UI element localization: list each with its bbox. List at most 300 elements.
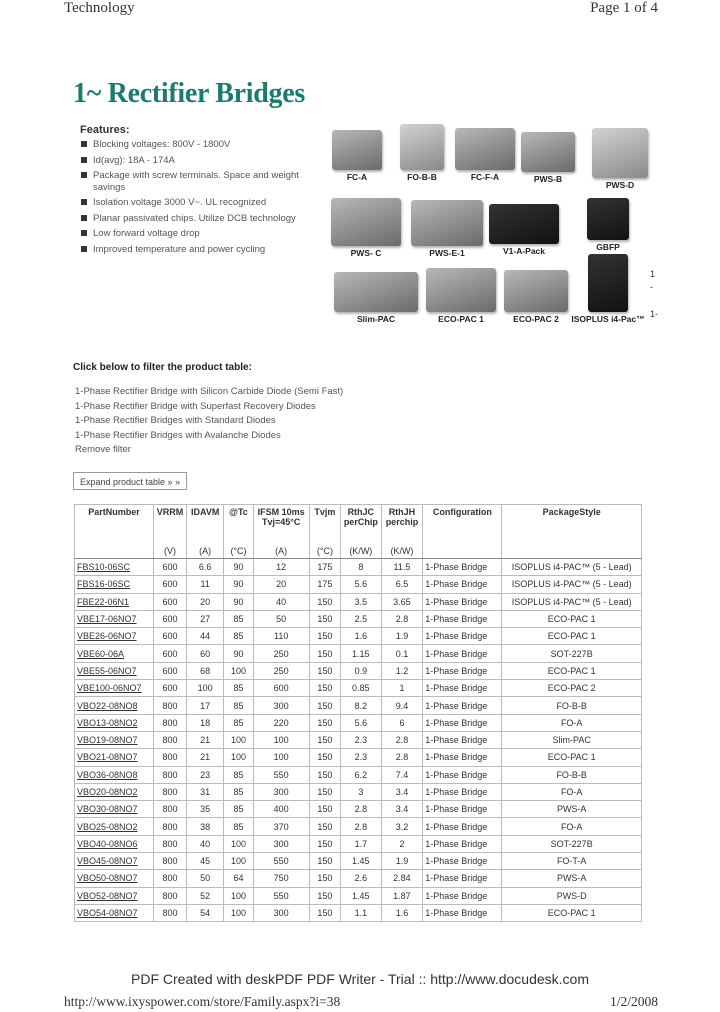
col-header: IDAVM xyxy=(186,505,223,546)
part-number-cell xyxy=(75,749,154,766)
table-cell: ISOPLUS i4-PAC™ (5 - Lead) xyxy=(502,576,642,593)
features-list xyxy=(80,139,315,259)
table-cell: 150 xyxy=(309,645,340,662)
part-number-link[interactable]: FBE22-06N1 xyxy=(77,596,130,607)
table-cell: 1.7 xyxy=(341,835,382,852)
table-cell: 2.84 xyxy=(381,870,423,887)
table-cell: 85 xyxy=(224,766,253,783)
table-row xyxy=(75,697,642,714)
table-cell: 85 xyxy=(224,783,253,800)
remove-filter-link[interactable]: Remove filter xyxy=(75,444,131,455)
table-cell: 1-Phase Bridge xyxy=(423,783,502,800)
unit-cell: (V) xyxy=(154,545,187,559)
table-cell: 600 xyxy=(154,610,187,627)
package-v1-a-pack xyxy=(486,204,562,256)
table-cell: FO-T-A xyxy=(502,853,642,870)
table-cell: 1-Phase Bridge xyxy=(423,576,502,593)
table-row xyxy=(75,610,642,627)
unit-cell xyxy=(502,545,642,559)
package-label: ISOPLUS i4-Pac™ xyxy=(571,314,645,324)
package-image xyxy=(504,270,568,312)
table-cell: 6.2 xyxy=(341,766,382,783)
part-number-link[interactable]: VBO40-08NO6 xyxy=(77,838,138,849)
table-cell: 3.65 xyxy=(381,593,423,610)
page-title: 1~ Rectifier Bridges xyxy=(73,78,305,109)
table-cell: 550 xyxy=(253,766,309,783)
table-cell: 1-Phase Bridge xyxy=(423,662,502,679)
part-number-link[interactable]: VBO36-08NO8 xyxy=(77,769,138,780)
feature-item: Id(avg): 18A - 174A xyxy=(80,155,315,167)
table-cell: 38 xyxy=(186,818,223,835)
table-cell: 600 xyxy=(253,680,309,697)
table-cell: 110 xyxy=(253,628,309,645)
table-cell: 5.6 xyxy=(341,714,382,731)
page-indicator: Page 1 of 4 xyxy=(590,0,658,16)
table-cell: ECO-PAC 2 xyxy=(502,680,642,697)
table-cell: 175 xyxy=(309,576,340,593)
table-cell: FO-A xyxy=(502,818,642,835)
table-row xyxy=(75,559,642,576)
table-cell: PWS-D xyxy=(502,887,642,904)
table-cell: ECO-PAC 1 xyxy=(502,628,642,645)
table-cell: 150 xyxy=(309,870,340,887)
table-cell: 550 xyxy=(253,887,309,904)
table-cell: 800 xyxy=(154,904,187,921)
package-image xyxy=(587,198,629,240)
part-number-link[interactable]: VBO54-08NO7 xyxy=(77,908,138,919)
col-header: PartNumber xyxy=(75,505,154,546)
feature-item: Improved temperature and power cycling xyxy=(80,244,315,256)
part-number-link[interactable]: VBO13-08NO2 xyxy=(77,717,138,728)
unit-cell: (°C) xyxy=(309,545,340,559)
table-cell: 600 xyxy=(154,559,187,576)
table-cell: 800 xyxy=(154,749,187,766)
table-cell: 800 xyxy=(154,853,187,870)
package-image xyxy=(400,124,444,170)
package-gbfp xyxy=(578,198,638,252)
table-cell: 1.6 xyxy=(341,628,382,645)
table-cell: 2.8 xyxy=(381,731,423,748)
package-label: PWS- C xyxy=(350,248,382,258)
table-cell: 90 xyxy=(224,593,253,610)
table-cell: 600 xyxy=(154,662,187,679)
table-cell: 1-Phase Bridge xyxy=(423,680,502,697)
table-cell: 150 xyxy=(309,887,340,904)
feature-item: Low forward voltage drop xyxy=(80,228,315,240)
table-cell: PWS-A xyxy=(502,801,642,818)
table-row xyxy=(75,904,642,921)
table-cell: 1.9 xyxy=(381,853,423,870)
part-number-cell xyxy=(75,766,154,783)
part-number-cell xyxy=(75,662,154,679)
table-cell: ECO-PAC 1 xyxy=(502,749,642,766)
table-cell: 2.8 xyxy=(381,610,423,627)
table-cell: 0.9 xyxy=(341,662,382,679)
part-number-link[interactable]: FBS16-06SC xyxy=(77,579,131,590)
table-cell: SOT-227B xyxy=(502,645,642,662)
table-cell: 800 xyxy=(154,801,187,818)
side-char: - xyxy=(650,282,653,292)
part-number-cell xyxy=(75,559,154,576)
package-label: FC-A xyxy=(346,172,368,182)
table-cell: 100 xyxy=(224,887,253,904)
table-cell: 100 xyxy=(253,731,309,748)
table-cell: 175 xyxy=(309,559,340,576)
table-cell: FO-B-B xyxy=(502,766,642,783)
table-cell: 54 xyxy=(186,904,223,921)
unit-cell: (A) xyxy=(186,545,223,559)
unit-cell: (°C) xyxy=(224,545,253,559)
table-cell: 2.3 xyxy=(341,749,382,766)
table-cell: 1-Phase Bridge xyxy=(423,870,502,887)
col-header: PackageStyle xyxy=(502,505,642,546)
table-row xyxy=(75,714,642,731)
table-cell: 1.87 xyxy=(381,887,423,904)
expand-table-button[interactable]: Expand product table » » xyxy=(73,472,187,490)
table-cell: 52 xyxy=(186,887,223,904)
table-cell: 20 xyxy=(253,576,309,593)
part-number-cell xyxy=(75,697,154,714)
table-cell: 5.6 xyxy=(341,576,382,593)
package-pws-d xyxy=(588,128,652,190)
table-cell: 85 xyxy=(224,628,253,645)
part-number-cell xyxy=(75,835,154,852)
table-cell: 0.85 xyxy=(341,680,382,697)
part-number-link[interactable]: VBO45-08NO7 xyxy=(77,856,138,867)
features-heading: Features: xyxy=(80,124,130,136)
unit-cell xyxy=(75,545,154,559)
table-cell: 300 xyxy=(253,783,309,800)
table-cell: 40 xyxy=(186,835,223,852)
package-label: FO-B-B xyxy=(407,172,437,182)
table-cell: 85 xyxy=(224,818,253,835)
table-cell: 150 xyxy=(309,662,340,679)
table-row xyxy=(75,801,642,818)
package-image xyxy=(331,198,401,246)
table-cell: 150 xyxy=(309,749,340,766)
table-cell: 68 xyxy=(186,662,223,679)
table-cell: 800 xyxy=(154,766,187,783)
table-cell: 800 xyxy=(154,731,187,748)
part-number-link[interactable]: VBO50-08NO7 xyxy=(77,873,138,884)
table-cell: 100 xyxy=(224,904,253,921)
table-cell: 7.4 xyxy=(381,766,423,783)
table-row xyxy=(75,662,642,679)
table-cell: 1.1 xyxy=(341,904,382,921)
table-cell: 100 xyxy=(224,835,253,852)
table-cell: 1-Phase Bridge xyxy=(423,610,502,627)
col-header: Configuration xyxy=(423,505,502,546)
table-cell: ECO-PAC 1 xyxy=(502,610,642,627)
header-title: Technology xyxy=(64,0,135,16)
table-cell: 150 xyxy=(309,610,340,627)
table-cell: 12 xyxy=(253,559,309,576)
table-row xyxy=(75,887,642,904)
table-cell: 23 xyxy=(186,766,223,783)
table-cell: 600 xyxy=(154,576,187,593)
col-header: IFSM 10ms Tvj=45°C xyxy=(253,505,309,546)
col-header: VRRM xyxy=(154,505,187,546)
table-cell: 800 xyxy=(154,714,187,731)
table-cell: 1-Phase Bridge xyxy=(423,904,502,921)
table-cell: 1.45 xyxy=(341,887,382,904)
table-row xyxy=(75,645,642,662)
table-cell: 50 xyxy=(186,870,223,887)
table-cell: 150 xyxy=(309,697,340,714)
table-cell: 220 xyxy=(253,714,309,731)
table-cell: 800 xyxy=(154,870,187,887)
part-number-cell xyxy=(75,628,154,645)
table-cell: 800 xyxy=(154,818,187,835)
table-cell: PWS-A xyxy=(502,870,642,887)
table-cell: 6.6 xyxy=(186,559,223,576)
table-cell: 300 xyxy=(253,904,309,921)
source-url: http://www.ixyspower.com/store/Family.aspx?i=38 xyxy=(64,994,341,1009)
part-number-link[interactable]: VBO25-08NO2 xyxy=(77,821,138,832)
table-cell: FO-A xyxy=(502,783,642,800)
table-cell: 150 xyxy=(309,593,340,610)
table-cell: 21 xyxy=(186,749,223,766)
part-number-cell xyxy=(75,887,154,904)
table-cell: 100 xyxy=(224,662,253,679)
part-number-cell xyxy=(75,783,154,800)
table-cell: 1-Phase Bridge xyxy=(423,749,502,766)
part-number-link[interactable]: VBO20-08NO2 xyxy=(77,787,138,797)
package-label: V1-A-Pack xyxy=(502,246,546,256)
table-cell: 2.5 xyxy=(341,610,382,627)
table-cell: 150 xyxy=(309,714,340,731)
package-label: PWS-D xyxy=(605,180,635,190)
table-cell: 8.2 xyxy=(341,697,382,714)
table-cell: 1-Phase Bridge xyxy=(423,645,502,662)
package-label: ECO-PAC 1 xyxy=(438,314,484,324)
table-cell: 2.6 xyxy=(341,870,382,887)
table-row xyxy=(75,593,642,610)
table-cell: 800 xyxy=(154,887,187,904)
table-cell: 150 xyxy=(309,680,340,697)
part-number-link[interactable]: VBE60-06A xyxy=(77,648,125,659)
table-cell: 1.9 xyxy=(381,628,423,645)
table-cell: 600 xyxy=(154,680,187,697)
package-label: Slim-PAC xyxy=(356,314,396,324)
table-cell: 85 xyxy=(224,610,253,627)
table-cell: 8 xyxy=(341,559,382,576)
table-cell: 50 xyxy=(253,610,309,627)
table-row xyxy=(75,576,642,593)
part-number-link[interactable]: VBE17-06NO7 xyxy=(77,614,137,625)
package-slim-pac xyxy=(326,272,426,324)
package-fc-f-a xyxy=(450,128,520,182)
table-cell: ECO-PAC 1 xyxy=(502,904,642,921)
table-cell: 400 xyxy=(253,801,309,818)
table-cell: 17 xyxy=(186,697,223,714)
table-cell: 1.2 xyxy=(381,662,423,679)
part-number-link[interactable]: VBO19-08NO7 xyxy=(77,735,138,746)
col-header: Tvjm xyxy=(309,505,340,546)
table-cell: 3.2 xyxy=(381,818,423,835)
table-cell: 150 xyxy=(309,853,340,870)
filter-link-sic[interactable]: 1-Phase Rectifier Bridge with Silicon Carbide Diode (Semi Fast) xyxy=(75,386,344,397)
package-image xyxy=(332,130,382,170)
part-number-cell xyxy=(75,904,154,921)
unit-cell: (K/W) xyxy=(341,545,382,559)
part-number-cell xyxy=(75,853,154,870)
side-char: 1 xyxy=(650,269,656,279)
part-number-cell xyxy=(75,870,154,887)
table-cell: 250 xyxy=(253,645,309,662)
package-label: FC-F-A xyxy=(470,172,500,182)
table-cell: 800 xyxy=(154,835,187,852)
table-row xyxy=(75,853,642,870)
table-cell: 100 xyxy=(224,749,253,766)
table-cell: 150 xyxy=(309,818,340,835)
table-cell: 1.45 xyxy=(341,853,382,870)
table-cell: 600 xyxy=(154,593,187,610)
table-cell: 11.5 xyxy=(381,559,423,576)
filter-heading: Click below to filter the product table: xyxy=(73,362,252,373)
table-cell: 250 xyxy=(253,662,309,679)
table-row xyxy=(75,818,642,835)
package-image xyxy=(426,268,496,312)
package-fo-b-b xyxy=(392,124,452,182)
table-cell: 90 xyxy=(224,645,253,662)
package-label: PWS-E-1 xyxy=(429,248,465,258)
table-cell: 150 xyxy=(309,904,340,921)
package-image xyxy=(521,132,575,172)
part-number-link[interactable]: FBS10-06SC xyxy=(77,562,131,573)
table-cell: 150 xyxy=(309,628,340,645)
part-number-cell xyxy=(75,731,154,748)
table-cell: FO-B-B xyxy=(502,697,642,714)
table-row xyxy=(75,749,642,766)
table-cell: 1-Phase Bridge xyxy=(423,887,502,904)
table-cell: 1-Phase Bridge xyxy=(423,714,502,731)
filter-link-standard[interactable]: 1-Phase Rectifier Bridges with Standard Diodes xyxy=(75,415,276,426)
cropped-side-text xyxy=(650,268,658,321)
table-cell: 1-Phase Bridge xyxy=(423,628,502,645)
table-cell: 750 xyxy=(253,870,309,887)
table-row xyxy=(75,835,642,852)
table-cell: 1-Phase Bridge xyxy=(423,593,502,610)
table-cell: ISOPLUS i4-PAC™ (5 - Lead) xyxy=(502,593,642,610)
part-number-link[interactable]: VBE55-06NO7 xyxy=(77,665,137,676)
table-cell: 100 xyxy=(224,853,253,870)
unit-cell xyxy=(423,545,502,559)
part-number-cell xyxy=(75,680,154,697)
table-cell: 9.4 xyxy=(381,697,423,714)
table-cell: 3.4 xyxy=(381,801,423,818)
filter-list xyxy=(75,385,343,458)
table-row xyxy=(75,731,642,748)
table-row xyxy=(75,680,642,697)
table-cell: ISOPLUS i4-PAC™ (5 - Lead) xyxy=(502,559,642,576)
table-cell: 18 xyxy=(186,714,223,731)
package-pws-e-1 xyxy=(408,200,486,258)
part-number-link[interactable]: VBO30-08NO7 xyxy=(77,804,138,815)
table-cell: 2.3 xyxy=(341,731,382,748)
table-cell: 27 xyxy=(186,610,223,627)
part-number-link[interactable]: VBE26-06NO7 xyxy=(77,631,137,642)
part-number-cell xyxy=(75,714,154,731)
table-cell: 300 xyxy=(253,697,309,714)
table-cell: 150 xyxy=(309,766,340,783)
table-cell: 3.5 xyxy=(341,593,382,610)
filter-link-superfast[interactable]: 1-Phase Rectifier Bridge with Superfast Recovery Diodes xyxy=(75,400,316,412)
package-image xyxy=(588,254,628,312)
package-isoplus-i4-pac xyxy=(566,254,650,324)
unit-cell: (A) xyxy=(253,545,309,559)
part-number-cell xyxy=(75,818,154,835)
col-header: RthJH perchip xyxy=(381,505,423,546)
table-row xyxy=(75,766,642,783)
table-cell: 1-Phase Bridge xyxy=(423,853,502,870)
package-image xyxy=(455,128,515,170)
package-image xyxy=(411,200,483,246)
table-cell: 600 xyxy=(154,645,187,662)
table-cell: ECO-PAC 1 xyxy=(502,662,642,679)
table-cell: 150 xyxy=(309,731,340,748)
table-cell: 11 xyxy=(186,576,223,593)
part-number-link[interactable]: VBO52-08NO7 xyxy=(77,890,138,901)
part-number-link[interactable]: VBO21-08NO7 xyxy=(77,752,138,763)
table-cell: 800 xyxy=(154,783,187,800)
filter-link-avalanche[interactable]: 1-Phase Rectifier Bridges with Avalanche Diodes xyxy=(75,429,281,441)
table-cell: 2.8 xyxy=(341,818,382,835)
table-cell: SOT-227B xyxy=(502,835,642,852)
table-cell: 2.8 xyxy=(341,801,382,818)
table-cell: 90 xyxy=(224,559,253,576)
table-cell: 100 xyxy=(186,680,223,697)
table-cell: 6.5 xyxy=(381,576,423,593)
package-label: ECO-PAC 2 xyxy=(513,314,559,324)
table-cell: 1 xyxy=(381,680,423,697)
table-row xyxy=(75,783,642,800)
table-cell: 1-Phase Bridge xyxy=(423,801,502,818)
table-cell: 6 xyxy=(381,714,423,731)
print-date: 1/2/2008 xyxy=(609,994,658,1009)
part-number-cell xyxy=(75,576,154,593)
part-number-link[interactable]: VBE100-06NO7 xyxy=(77,683,142,694)
part-number-cell xyxy=(75,801,154,818)
part-number-link[interactable]: VBO22-08NO8 xyxy=(77,700,138,711)
table-cell: 550 xyxy=(253,853,309,870)
package-image xyxy=(334,272,418,312)
feature-item: Isolation voltage 3000 V~. UL recognized xyxy=(80,197,315,209)
table-cell: 1-Phase Bridge xyxy=(423,697,502,714)
product-table xyxy=(74,504,642,922)
package-pws-c xyxy=(328,198,404,258)
table-cell: FO-A xyxy=(502,714,642,731)
table-header-row xyxy=(75,505,642,546)
table-cell: 100 xyxy=(224,731,253,748)
part-number-cell xyxy=(75,645,154,662)
table-cell: 370 xyxy=(253,818,309,835)
table-cell: 64 xyxy=(224,870,253,887)
table-cell: 800 xyxy=(154,697,187,714)
col-header: @Tc xyxy=(224,505,253,546)
package-gallery xyxy=(322,120,662,335)
table-cell: 85 xyxy=(224,680,253,697)
table-cell: 44 xyxy=(186,628,223,645)
table-cell: 1-Phase Bridge xyxy=(423,559,502,576)
unit-cell: (K/W) xyxy=(381,545,423,559)
package-eco-pac-2 xyxy=(498,270,574,324)
table-cell: 150 xyxy=(309,835,340,852)
table-row xyxy=(75,628,642,645)
table-cell: 1-Phase Bridge xyxy=(423,835,502,852)
package-label: GBFP xyxy=(596,242,620,252)
table-cell: 85 xyxy=(224,697,253,714)
